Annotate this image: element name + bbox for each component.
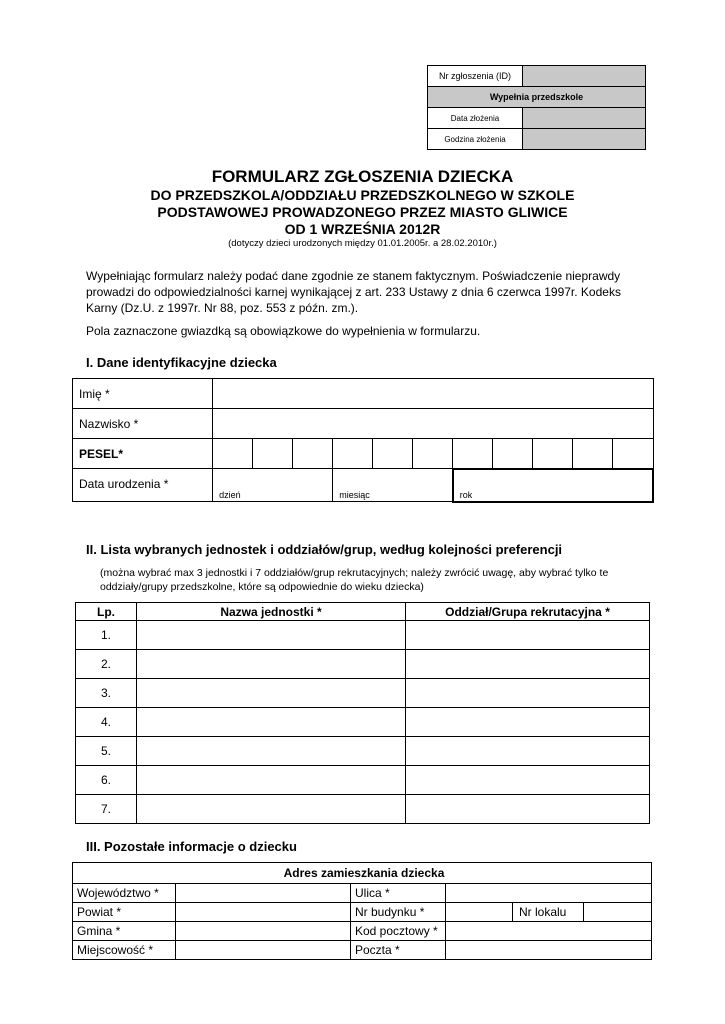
group-field[interactable] [406, 679, 650, 708]
birth-day-field[interactable] [213, 469, 333, 502]
table-row [76, 766, 650, 795]
group-field[interactable] [406, 621, 650, 650]
postal-code-field[interactable] [446, 922, 652, 941]
birth-date-label: Data urodzenia * [73, 469, 213, 502]
col-group-header: Oddział/Grupa rekrutacyjna * [406, 603, 650, 621]
group-field[interactable] [406, 708, 650, 737]
row-number: 1. [76, 621, 137, 650]
pesel-digit[interactable] [373, 439, 413, 469]
birth-month-field[interactable] [333, 469, 453, 502]
unit-name-field[interactable] [137, 766, 406, 795]
building-no-field[interactable] [446, 903, 513, 922]
table-row [76, 708, 650, 737]
table-row [76, 737, 650, 766]
row-number: 7. [76, 795, 137, 824]
units-preference-table [75, 602, 650, 824]
table-row [76, 795, 650, 824]
group-field[interactable] [406, 766, 650, 795]
section-3-heading: III. Pozostałe informacje o dziecku [86, 839, 297, 854]
post-office-field[interactable] [446, 941, 652, 960]
section-2-heading: II. Lista wybranych jednostek i oddziałów/grup, według kolejności preferencji [86, 542, 563, 557]
unit-name-field[interactable] [137, 795, 406, 824]
table-row [76, 650, 650, 679]
pesel-digit[interactable] [413, 439, 453, 469]
table-row [76, 621, 650, 650]
group-field[interactable] [406, 795, 650, 824]
submission-time-field[interactable] [523, 129, 646, 150]
post-office-label: Poczta * [351, 941, 446, 960]
birth-month-caption: miesiąc [339, 490, 370, 500]
section-2-note: (można wybrać max 3 jednostki i 7 oddziałów/grup rekrutacyjnych; należy zwrócić uwagę, aby wybrać tylko te oddziały/grupy przedszkolne, które są odpowiednie do wieku dziecka) [100, 567, 609, 593]
unit-name-field[interactable] [137, 737, 406, 766]
title-line-1: FORMULARZ ZGŁOSZENIA DZIECKA [211, 167, 514, 186]
table-row [76, 679, 650, 708]
last-name-field[interactable] [213, 409, 653, 439]
group-field[interactable] [406, 650, 650, 679]
group-field[interactable] [406, 737, 650, 766]
voivodeship-field[interactable] [176, 884, 351, 903]
building-no-label: Nr budynku * [351, 903, 446, 922]
street-field[interactable] [446, 884, 652, 903]
school-fill-header: Wypełnia przedszkole [428, 87, 646, 108]
pesel-digit[interactable] [293, 439, 333, 469]
section-1-heading: I. Dane identyfikacyjne dziecka [86, 355, 277, 370]
unit-name-field[interactable] [137, 708, 406, 737]
pesel-digit[interactable] [453, 439, 493, 469]
county-field[interactable] [176, 903, 351, 922]
row-number: 5. [76, 737, 137, 766]
title-line-4: OD 1 WRZEŚNIA 2012R [284, 221, 441, 237]
title-note: (dotyczy dzieci urodzonych między 01.01.2005r. a 28.02.2010r.) [228, 238, 497, 249]
title-line-3: PODSTAWOWEJ PROWADZONEGO PRZEZ MIASTO GLIWICE [157, 204, 568, 220]
intro-paragraph-1: Wypełniając formularz należy podać dane zgodnie ze stanem faktycznym. Poświadczenie nieprawdy prowadzi do odpowiedzialności karnej wynikającej z art. 233 Ustawy z dnia 6 czerwca 1997r. Kodeks Karny (Dz.U. z 1997r. Nr 88, poz. 553 z późn. zm.). [86, 269, 621, 315]
pesel-digit[interactable] [253, 439, 293, 469]
intro-paragraph-2: Pola zaznaczone gwiazdką są obowiązkowe do wypełnienia w formularzu. [86, 324, 481, 338]
pesel-digit[interactable] [333, 439, 373, 469]
row-number: 2. [76, 650, 137, 679]
row-number: 4. [76, 708, 137, 737]
town-label: Miejscowość * [73, 941, 176, 960]
submission-time-label: Godzina złożenia [428, 129, 523, 150]
submission-date-label: Data złożenia [428, 108, 523, 129]
unit-name-field[interactable] [137, 650, 406, 679]
birth-year-caption: rok [459, 489, 473, 500]
registration-id-label: Nr zgłoszenia (ID) [428, 66, 523, 87]
submission-date-field[interactable] [523, 108, 646, 129]
first-name-field[interactable] [213, 379, 653, 409]
birth-day-caption: dzień [219, 490, 241, 500]
postal-code-label: Kod pocztowy * [351, 922, 446, 941]
voivodeship-label: Województwo * [73, 884, 176, 903]
commune-field[interactable] [176, 922, 351, 941]
row-number: 3. [76, 679, 137, 708]
commune-label: Gmina * [73, 922, 176, 941]
intro-text [86, 268, 654, 346]
pesel-digit[interactable] [533, 439, 573, 469]
street-label: Ulica * [351, 884, 446, 903]
flat-no-cell [513, 903, 652, 922]
address-header: Adres zamieszkania dziecka [73, 863, 652, 884]
pesel-digit[interactable] [613, 439, 653, 469]
last-name-label: Nazwisko * [73, 409, 213, 439]
row-number: 6. [76, 766, 137, 795]
pesel-digit[interactable] [493, 439, 533, 469]
col-lp-header: Lp. [76, 603, 137, 621]
unit-name-field[interactable] [137, 621, 406, 650]
col-unit-header: Nazwa jednostki * [137, 603, 406, 621]
pesel-digit[interactable] [213, 439, 253, 469]
unit-name-field[interactable] [137, 679, 406, 708]
registration-box [427, 65, 646, 150]
address-table [72, 862, 652, 960]
flat-no-label: Nr lokalu [513, 903, 584, 921]
county-label: Powiat * [73, 903, 176, 922]
child-identification-table [72, 378, 654, 503]
birth-year-field[interactable] [453, 469, 653, 502]
pesel-label: PESEL* [73, 439, 213, 469]
first-name-label: Imię * [73, 379, 213, 409]
title-line-2: DO PRZEDSZKOLA/ODDZIAŁU PRZEDSZKOLNEGO W SZKOLE [150, 187, 575, 203]
flat-no-subtable [513, 903, 651, 921]
form-title [60, 167, 665, 250]
registration-id-field[interactable] [523, 66, 646, 87]
town-field[interactable] [176, 941, 351, 960]
pesel-digit[interactable] [573, 439, 613, 469]
flat-no-field[interactable] [584, 903, 652, 921]
